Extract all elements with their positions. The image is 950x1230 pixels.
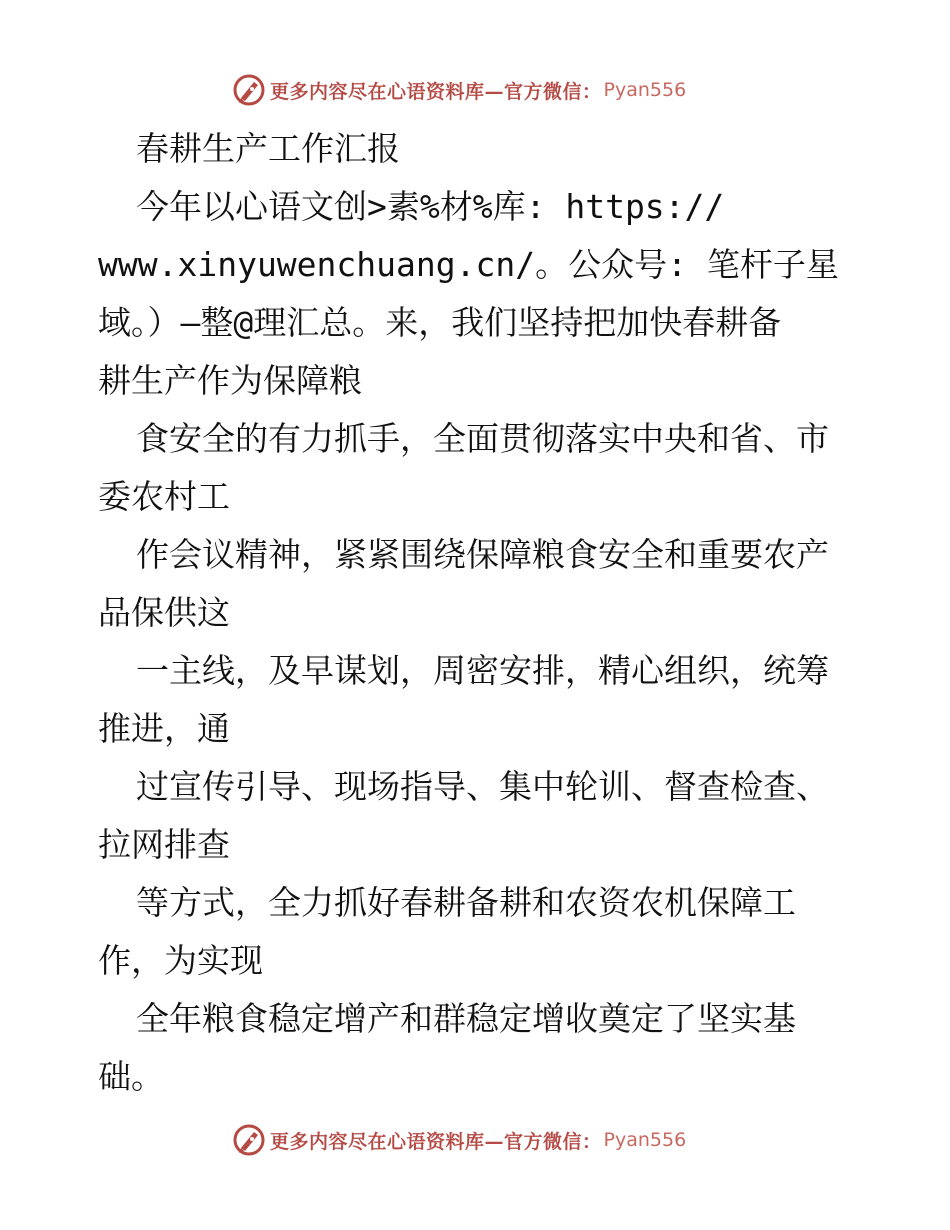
- text-line: 耕生产作为保障粮: [98, 361, 362, 400]
- text-line: 过宣传引导、现场指导、集中轮训、督查检查、: [136, 767, 829, 806]
- text-line: 委农村工: [98, 477, 230, 516]
- footer-banner[interactable]: [232, 1122, 712, 1158]
- banner-text: 更多内容尽在心语资料库—官方微信：: [270, 1130, 602, 1153]
- document-title: 春耕生产工作汇报: [136, 129, 400, 168]
- text-line: 今年以心语文创>素%材%库: https://: [136, 187, 725, 226]
- text-line: 础。: [98, 1057, 164, 1096]
- text-line: 等方式，全力抓好春耕备耕和农资农机保障工: [136, 883, 796, 922]
- text-line: 作，为实现: [98, 941, 263, 980]
- text-line: 全年粮食稳定增产和群稳定增收奠定了坚实基: [136, 999, 796, 1038]
- header-banner[interactable]: [232, 72, 712, 108]
- banner-wechat-id: Pyan556: [603, 79, 687, 101]
- text-line: 拉网排查: [98, 825, 230, 864]
- text-line: 作会议精神，紧紧围绕保障粮食安全和重要农产: [136, 535, 829, 574]
- pen-logo-icon: [232, 73, 266, 107]
- document-body: [98, 120, 878, 1106]
- text-line: 食安全的有力抓手，全面贯彻落实中央和省、市: [136, 419, 829, 458]
- banner-text: 更多内容尽在心语资料库—官方微信：: [270, 80, 602, 103]
- pen-logo-icon: [232, 1123, 266, 1157]
- text-line: 品保供这: [98, 593, 230, 632]
- text-line: 一主线，及早谋划，周密安排，精心组织，统筹: [136, 651, 829, 690]
- text-line: www.xinyuwenchuang.cn/。公众号: 笔杆子星: [98, 245, 839, 284]
- banner-wechat-id: Pyan556: [603, 1129, 687, 1151]
- text-line: 推进，通: [98, 709, 230, 748]
- text-line: 域。）—整@理汇总。来，我们坚持把加快春耕备: [98, 303, 782, 342]
